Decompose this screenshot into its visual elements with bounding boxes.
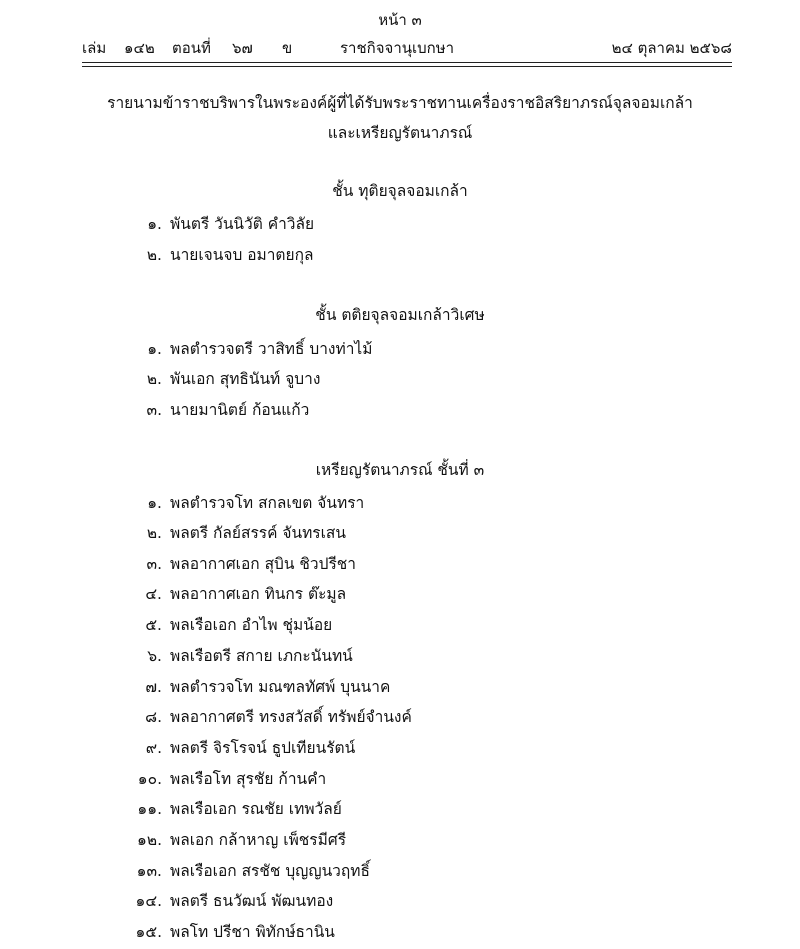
list-item (0, 888, 800, 912)
item-number: ๙. (145, 739, 162, 757)
item-number: ๑. (147, 340, 162, 358)
section-heading: ชั้น ทุติยจุลจอมเกล้า (332, 182, 468, 200)
recipient-name: พลตรี จิรโรจน์ ธูปเทียนรัตน์ (170, 739, 356, 757)
list-item (0, 581, 800, 605)
item-number: ๑๒. (137, 831, 162, 849)
recipient-name: พันเอก สุทธินันท์ จูบาง (170, 370, 321, 388)
section-number: ๖๗ (232, 39, 253, 57)
list-item (0, 827, 800, 851)
list-item (0, 674, 800, 698)
header-rule-bottom (82, 66, 732, 67)
item-number: ๕. (145, 616, 162, 634)
list-item (0, 919, 800, 943)
recipient-name: พลอากาศเอก สุบิน ชิวปรีชา (170, 555, 357, 573)
page-number: หน้า ๓ (378, 11, 422, 29)
recipient-name: พลเรือโท สุรชัย ก้านคำ (170, 770, 327, 788)
item-number: ๗. (145, 678, 162, 696)
section-label: ตอนที่ (172, 39, 211, 57)
list-item (0, 336, 800, 360)
list-item (0, 490, 800, 514)
list-item (0, 242, 800, 266)
item-number: ๒. (146, 524, 162, 542)
item-number: ๒. (146, 370, 162, 388)
recipient-name: พลเรือเอก รณชัย เทพวัลย์ (170, 800, 342, 818)
list-item (0, 735, 800, 759)
item-number: ๑. (147, 215, 162, 233)
recipient-name: พลเรือเอก อำไพ ชุ่มน้อย (170, 616, 333, 634)
item-number: ๑๐. (137, 770, 162, 788)
document-title: รายนามข้าราชบริพารในพระองค์ผู้ที่ได้รับพระราชทานเครื่องราชอิสริยาภรณ์จุลจอมเกล้า (107, 94, 693, 112)
list-item (0, 520, 800, 544)
list-item (0, 211, 800, 235)
item-number: ๒. (146, 246, 162, 264)
section-heading: ชั้น ตติยจุลจอมเกล้าวิเศษ (315, 306, 485, 324)
recipient-name: พลเรือเอก สรชัช บุญญนวฤทธิ์ (170, 862, 370, 880)
recipient-name: พลตำรวจตรี วาสิทธิ์ บางท่าไม้ (170, 340, 373, 358)
list-item (0, 397, 800, 421)
section-kind: ข (282, 39, 293, 57)
recipient-name: พลเอก กล้าหาญ เพ็ชรมีศรี (170, 831, 347, 849)
item-number: ๖. (147, 647, 162, 665)
publication-date: ๒๔ ตุลาคม ๒๕๖๘ (611, 39, 732, 57)
volume-number: ๑๔๒ (124, 39, 155, 57)
recipient-name: นายเจนจบ อมาตยกุล (170, 246, 314, 264)
recipient-name: พลตำรวจโท สกลเขต จันทรา (170, 494, 365, 512)
recipient-name: พลอากาศตรี ทรงสวัสดิ์ ทรัพย์จำนงค์ (170, 708, 412, 726)
list-item (0, 551, 800, 575)
list-item (0, 796, 800, 820)
item-number: ๑. (147, 494, 162, 512)
list-item (0, 612, 800, 636)
recipient-name: พลตรี ธนวัฒน์ พัฒนทอง (170, 892, 334, 910)
item-number: ๑๓. (136, 862, 162, 880)
item-number: ๘. (145, 708, 162, 726)
gazette-header (82, 36, 732, 60)
list-item (0, 366, 800, 390)
list-item (0, 643, 800, 667)
document-title-continued: และเหรียญรัตนาภรณ์ (327, 124, 473, 142)
recipient-name: พลเรือตรี สกาย เภกะนันทน์ (170, 647, 353, 665)
section-heading: เหรียญรัตนาภรณ์ ชั้นที่ ๓ (315, 461, 485, 479)
item-number: ๑๑. (137, 800, 162, 818)
item-number: ๓. (146, 555, 162, 573)
recipient-name: พลตำรวจโท มณฑลทัศพ์ บุนนาค (170, 678, 391, 696)
item-number: ๓. (146, 401, 162, 419)
recipient-name: นายมานิตย์ ก้อนแก้ว (170, 401, 310, 419)
recipient-name: พลตรี กัลย์สรรค์ จันทรเสน (170, 524, 346, 542)
list-item (0, 704, 800, 728)
recipient-name: พลอากาศเอก ทินกร ต๊ะมูล (170, 585, 347, 603)
volume-label: เล่ม (82, 39, 107, 57)
recipient-name: พันตรี วันนิวัติ คำวิลัย (170, 215, 315, 233)
recipient-name: พลโท ปรีชา พิทักษ์ธานิน (170, 923, 335, 941)
list-item (0, 858, 800, 882)
item-number: ๑๔. (135, 892, 162, 910)
header-rule-top (82, 62, 732, 63)
list-item (0, 766, 800, 790)
gazette-name: ราชกิจจานุเบกษา (340, 39, 455, 57)
item-number: ๔. (145, 585, 162, 603)
item-number: ๑๕. (135, 923, 162, 941)
